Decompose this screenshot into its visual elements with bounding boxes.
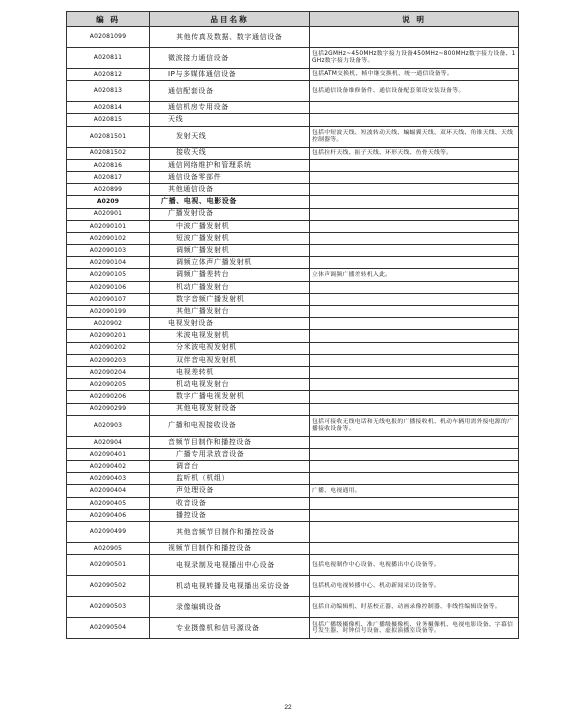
item-description-cell — [310, 543, 519, 555]
table-row — [67, 403, 519, 415]
item-code-cell: A02090403 — [67, 473, 150, 485]
item-description-cell: 广播、电视通用。 — [310, 485, 519, 497]
item-name-cell: 中波广播发射机 — [150, 220, 310, 232]
item-code-cell: A02090104 — [67, 257, 150, 269]
item-description-cell: 包括通信设备维修备件、通信设备配套架设安装设备等。 — [310, 81, 519, 102]
table-row — [67, 576, 519, 597]
item-code-cell: A02081502 — [67, 147, 150, 159]
table-row — [67, 330, 519, 342]
item-name-cell: 其他广播发射台 — [150, 306, 310, 318]
item-description-cell: 包括电视制作中心设备、电视播出中心设备等。 — [310, 555, 519, 576]
table-row — [67, 366, 519, 378]
table-row — [67, 436, 519, 448]
item-name-cell: 其他通信设备 — [150, 184, 310, 196]
item-name-cell: 其他传真及数据、数字通信设备 — [150, 27, 310, 48]
table-row — [67, 306, 519, 318]
item-name-cell: 广播专用录放音设备 — [150, 448, 310, 460]
item-name-cell: IP与多媒体通信设备 — [150, 69, 310, 81]
item-description-cell — [310, 293, 519, 305]
item-description-cell — [310, 473, 519, 485]
item-code-cell: A02090203 — [67, 354, 150, 366]
item-description-cell — [310, 379, 519, 391]
item-description-cell — [310, 366, 519, 378]
item-name-cell: 声处理设备 — [150, 485, 310, 497]
table-row — [67, 281, 519, 293]
item-name-cell: 双伴音电视发射机 — [150, 354, 310, 366]
table-header-row — [67, 12, 519, 27]
item-description-cell — [310, 436, 519, 448]
item-name-cell: 调频广播发射机 — [150, 245, 310, 257]
item-code-cell: A02090102 — [67, 232, 150, 244]
table-row — [67, 293, 519, 305]
item-name-cell: 其他电视发射设备 — [150, 403, 310, 415]
table-row — [67, 555, 519, 576]
item-description-cell — [310, 257, 519, 269]
item-name-cell: 短波广播发射机 — [150, 232, 310, 244]
item-code-cell: A020814 — [67, 102, 150, 114]
item-code-cell: A02090502 — [67, 576, 150, 597]
item-name-cell: 发射天线 — [150, 126, 310, 147]
item-description-cell — [310, 391, 519, 403]
item-name-cell: 专业摄像机和信号源设备 — [150, 618, 310, 639]
table-row — [67, 448, 519, 460]
table-row — [67, 184, 519, 196]
item-code-cell: A02090405 — [67, 497, 150, 509]
table-row — [67, 232, 519, 244]
item-name-cell: 音频节目制作和播控设备 — [150, 436, 310, 448]
item-name-cell: 收音设备 — [150, 497, 310, 509]
item-name-cell: 分米波电视发射机 — [150, 342, 310, 354]
item-description-cell — [310, 232, 519, 244]
table-row — [67, 220, 519, 232]
item-description-cell — [310, 196, 519, 208]
item-code-cell: A02090406 — [67, 509, 150, 521]
item-description-cell — [310, 330, 519, 342]
item-description-cell — [310, 448, 519, 460]
item-name-cell: 调频广播差转台 — [150, 269, 310, 281]
item-description-cell — [310, 522, 519, 543]
table-row — [67, 509, 519, 521]
item-name-cell: 机动电视转播及电视播出采访设备 — [150, 576, 310, 597]
item-name-cell: 机动广播发射台 — [150, 281, 310, 293]
item-description-cell: 包括可接收无线电话和无线电报的广播接收机、机动车辆用需外接电源的广播接收设备等。 — [310, 415, 519, 436]
table-row — [67, 522, 519, 543]
item-description-cell — [310, 281, 519, 293]
table-row — [67, 497, 519, 509]
table-row — [67, 269, 519, 281]
item-code-cell: A02090206 — [67, 391, 150, 403]
item-code-cell: A020902 — [67, 318, 150, 330]
item-description-cell: 包括ATM交换机、帧中继交换机、统一通信设备等。 — [310, 69, 519, 81]
table-row — [67, 354, 519, 366]
item-code-cell: A02090106 — [67, 281, 150, 293]
item-code-cell: A02090401 — [67, 448, 150, 460]
item-description-cell: 包括自动编辑机、时基校正器、动画录像控制器、非线性编辑设备等。 — [310, 597, 519, 618]
item-code-cell: A02090404 — [67, 485, 150, 497]
catalog-table — [66, 11, 519, 639]
item-name-cell: 机动电视发射台 — [150, 379, 310, 391]
table-row — [67, 342, 519, 354]
item-name-cell: 视频节目制作和播控设备 — [150, 543, 310, 555]
item-code-cell: A02090299 — [67, 403, 150, 415]
item-name-cell: 广播和电视接收设备 — [150, 415, 310, 436]
item-description-cell: 包括广播级摄像机、准广播级摄像机、业务摄像机、电视电影设备、字幕信号发生器、时钟信号设备、虚拟演播室设备等。 — [310, 618, 519, 639]
item-name-cell: 广播、电视、电影设备 — [150, 196, 310, 208]
item-description-cell — [310, 184, 519, 196]
item-name-cell: 调频立体声广播发射机 — [150, 257, 310, 269]
item-code-cell: A020811 — [67, 48, 150, 69]
item-description-cell — [310, 461, 519, 473]
table-row — [67, 391, 519, 403]
item-code-cell: A020904 — [67, 436, 150, 448]
table-row — [67, 147, 519, 159]
item-code-cell: A02090402 — [67, 461, 150, 473]
item-name-cell: 监听机（机组） — [150, 473, 310, 485]
item-code-cell: A02090504 — [67, 618, 150, 639]
item-description-cell — [310, 318, 519, 330]
item-code-cell: A02090103 — [67, 245, 150, 257]
item-code-cell: A020815 — [67, 114, 150, 126]
item-code-cell: A020817 — [67, 171, 150, 183]
item-code-cell: A0209 — [67, 196, 150, 208]
table-row — [67, 461, 519, 473]
item-description-cell: 包括中短波天线、短波转动天线、蝙蝠翼天线、双环天线、角锥天线、天线控制器等。 — [310, 126, 519, 147]
item-name-cell: 通信配套设备 — [150, 81, 310, 102]
item-description-cell — [310, 159, 519, 171]
table-row — [67, 114, 519, 126]
item-name-cell: 数字广播电视发射机 — [150, 391, 310, 403]
table-row — [67, 485, 519, 497]
item-code-cell: A020813 — [67, 81, 150, 102]
table-row — [67, 27, 519, 48]
item-description-cell: 包括2GMHz~450MHz数字接力设备450MHz~800MHz数字接力设备、1GHz数字接力设备等。 — [310, 48, 519, 69]
table-row — [67, 543, 519, 555]
item-name-cell: 数字音频广播发射机 — [150, 293, 310, 305]
item-description-cell — [310, 403, 519, 415]
item-name-cell: 天线 — [150, 114, 310, 126]
item-name-cell: 电视差转机 — [150, 366, 310, 378]
item-description-cell — [310, 208, 519, 220]
table-row — [67, 473, 519, 485]
item-code-cell: A02090503 — [67, 597, 150, 618]
item-description-cell — [310, 342, 519, 354]
item-name-cell: 录像编辑设备 — [150, 597, 310, 618]
table-row — [67, 102, 519, 114]
item-description-cell — [310, 171, 519, 183]
table-row — [67, 171, 519, 183]
item-name-cell: 通信机房专用设备 — [150, 102, 310, 114]
item-code-cell: A02090107 — [67, 293, 150, 305]
item-description-cell — [310, 102, 519, 114]
item-description-cell: 包括拉杆天线、振子天线、环形天线、鱼骨天线等。 — [310, 147, 519, 159]
item-name-cell: 广播发射设备 — [150, 208, 310, 220]
item-description-cell — [310, 509, 519, 521]
item-code-cell: A02090199 — [67, 306, 150, 318]
item-description-cell: 包括机动电视转播中心、机动新闻采访设备等。 — [310, 576, 519, 597]
item-code-cell: A02090204 — [67, 366, 150, 378]
table-row — [67, 48, 519, 69]
table-row — [67, 597, 519, 618]
item-description-cell — [310, 306, 519, 318]
item-description-cell — [310, 220, 519, 232]
table-row — [67, 69, 519, 81]
item-code-cell: A02090205 — [67, 379, 150, 391]
item-code-cell: A02090201 — [67, 330, 150, 342]
header-description: 说 明 — [310, 12, 519, 27]
header-code: 编 码 — [67, 12, 150, 27]
item-code-cell: A020812 — [67, 69, 150, 81]
header-item-name: 品目名称 — [150, 12, 310, 27]
item-description-cell — [310, 114, 519, 126]
item-name-cell: 电视发射设备 — [150, 318, 310, 330]
item-code-cell: A020905 — [67, 543, 150, 555]
table-row — [67, 208, 519, 220]
item-name-cell: 米波电视发射机 — [150, 330, 310, 342]
item-code-cell: A02090501 — [67, 555, 150, 576]
item-description-cell — [310, 27, 519, 48]
item-name-cell: 电视录制及电视播出中心设备 — [150, 555, 310, 576]
item-description-cell — [310, 245, 519, 257]
item-code-cell: A020901 — [67, 208, 150, 220]
item-description-cell — [310, 354, 519, 366]
table-row — [67, 196, 519, 208]
item-name-cell: 播控设备 — [150, 509, 310, 521]
item-name-cell: 微波接力通信设备 — [150, 48, 310, 69]
table-row — [67, 257, 519, 269]
item-code-cell: A020816 — [67, 159, 150, 171]
table-row — [67, 618, 519, 639]
item-name-cell: 通信网络维护和管理系统 — [150, 159, 310, 171]
table-row — [67, 379, 519, 391]
item-code-cell: A020903 — [67, 415, 150, 436]
table-row — [67, 81, 519, 102]
item-description-cell — [310, 497, 519, 509]
table-row — [67, 415, 519, 436]
page-number: 22 — [284, 704, 292, 711]
item-code-cell: A02081099 — [67, 27, 150, 48]
item-name-cell: 调音台 — [150, 461, 310, 473]
item-code-cell: A02090202 — [67, 342, 150, 354]
table-row — [67, 245, 519, 257]
item-name-cell: 接收天线 — [150, 147, 310, 159]
item-code-cell: A02090499 — [67, 522, 150, 543]
item-description-cell: 立体声调频广播差转机入此。 — [310, 269, 519, 281]
table-row — [67, 318, 519, 330]
item-code-cell: A02090105 — [67, 269, 150, 281]
item-code-cell: A02090101 — [67, 220, 150, 232]
table-row — [67, 159, 519, 171]
item-name-cell: 通信设备零部件 — [150, 171, 310, 183]
table-row — [67, 126, 519, 147]
item-code-cell: A020899 — [67, 184, 150, 196]
item-name-cell: 其他音频节目制作和播控设备 — [150, 522, 310, 543]
item-code-cell: A02081501 — [67, 126, 150, 147]
